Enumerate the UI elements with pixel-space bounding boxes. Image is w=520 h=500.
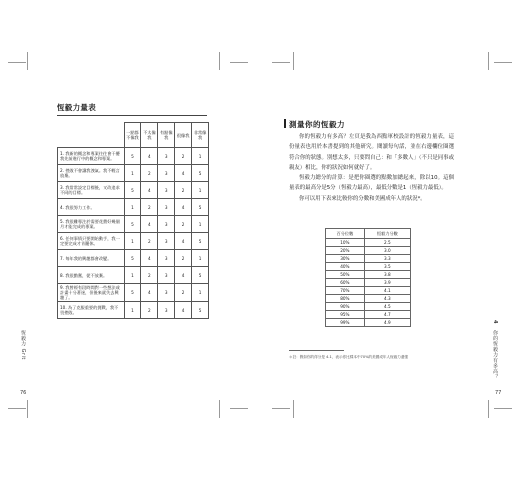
score-option-cell: 4	[141, 216, 158, 233]
column-header: 恆毅力分數	[364, 229, 410, 239]
footnote-rule	[289, 350, 344, 351]
table-row	[58, 250, 209, 267]
crop-mark	[494, 62, 512, 63]
statement-cell: 6. 任何事情只要開始動手，我一定要完成才肯罷休。	[58, 233, 125, 250]
table-header-row	[326, 229, 411, 239]
percentile-cell: 95%	[326, 311, 365, 319]
body-text	[289, 132, 454, 204]
paragraph: 恆毅力總分的計算：是把你圈選的點數加總起來，除以10。這個量表的最高分是5分（恆毅力最高），最低分數是1（恆毅力最低）。	[289, 175, 454, 192]
score-option-cell: 3	[158, 165, 175, 182]
score-option-cell: 3	[158, 284, 175, 302]
chapter-number: 4	[492, 320, 498, 324]
column-header: 百分位數	[326, 229, 365, 239]
grit-scale-table	[57, 122, 209, 319]
percentile-cell: 40%	[326, 263, 365, 271]
grit-score-cell: 3.8	[364, 271, 410, 279]
table-row	[58, 233, 209, 250]
score-option-cell: 5	[192, 302, 209, 319]
statement-cell: 10. 為了克服重要的挑戰，我不畏挫敗。	[58, 302, 125, 319]
chapter-title: 你的恆毅力有多高？	[492, 330, 498, 380]
statement-cell: 9. 我曾經有段時間對一些想法或計畫十分著迷，但後來就失去興趣了。	[58, 284, 125, 302]
table-row	[326, 295, 411, 303]
statement-cell: 7. 每年我的興趣都會改變。	[58, 250, 125, 267]
score-option-cell: 2	[141, 302, 158, 319]
score-option-cell: 2	[175, 148, 192, 165]
statement-cell: 3. 我常常設定目標後，又改追求不同的目標。	[58, 182, 125, 199]
table-row	[58, 182, 209, 199]
section-title: 測量你的恆毅力	[289, 120, 345, 129]
table-row	[326, 279, 411, 287]
grit-score-cell: 4.7	[364, 311, 410, 319]
table-row	[58, 216, 209, 233]
crop-mark	[8, 408, 26, 409]
score-option-cell: 1	[124, 199, 141, 216]
paragraph: 你可以用下表來比較你的分數和美國成年人的狀況*。	[299, 195, 426, 202]
grit-score-cell: 4.3	[364, 295, 410, 303]
score-option-cell: 1	[192, 182, 209, 199]
table-header-blank	[58, 123, 125, 148]
grit-score-cell: 4.5	[364, 303, 410, 311]
crop-mark	[219, 400, 220, 418]
column-header: 很像我	[175, 123, 192, 148]
table-row	[326, 239, 411, 247]
score-option-cell: 5	[192, 267, 209, 284]
score-option-cell: 5	[124, 216, 141, 233]
score-option-cell: 5	[192, 165, 209, 182]
score-option-cell: 2	[141, 233, 158, 250]
score-option-cell: 3	[158, 148, 175, 165]
column-header: 非常像我	[192, 123, 209, 148]
table-row	[58, 284, 209, 302]
score-option-cell: 2	[175, 182, 192, 199]
crop-mark	[293, 400, 294, 418]
percentile-cell: 99%	[326, 319, 365, 327]
running-head-left: 恆毅力 Grit	[20, 330, 26, 360]
percentile-cell: 60%	[326, 279, 365, 287]
statement-cell: 2. 挫敗不會讓我洩氣。我不輕言放棄。	[58, 165, 125, 182]
table-row	[326, 263, 411, 271]
grit-score-cell: 4.9	[364, 319, 410, 327]
score-option-cell: 3	[158, 182, 175, 199]
grit-scale-title: 恆毅力量表	[57, 102, 207, 116]
score-option-cell: 5	[124, 148, 141, 165]
score-option-cell: 1	[124, 302, 141, 319]
score-option-cell: 5	[192, 233, 209, 250]
page-number-right: 77	[495, 390, 502, 396]
table-row	[326, 319, 411, 327]
percentile-cell: 50%	[326, 271, 365, 279]
crop-mark	[230, 62, 248, 63]
score-option-cell: 4	[141, 250, 158, 267]
score-option-cell: 4	[141, 284, 158, 302]
score-option-cell: 5	[192, 199, 209, 216]
percentile-cell: 20%	[326, 247, 365, 255]
score-option-cell: 3	[158, 233, 175, 250]
column-header: 一點都不像我	[124, 123, 141, 148]
score-option-cell: 2	[141, 165, 158, 182]
percentile-cell: 10%	[326, 239, 365, 247]
table-header-row	[58, 123, 209, 148]
score-option-cell: 1	[124, 267, 141, 284]
score-option-cell: 1	[192, 250, 209, 267]
table-row	[326, 303, 411, 311]
table-row	[58, 199, 209, 216]
score-option-cell: 4	[141, 148, 158, 165]
score-option-cell: 4	[175, 199, 192, 216]
score-option-cell: 5	[124, 182, 141, 199]
table-row	[326, 247, 411, 255]
crop-mark	[230, 408, 248, 409]
score-option-cell: 1	[192, 148, 209, 165]
paragraph: 你的恆毅力有多高？左頁是我為西點軍校設計的恆毅力量表，這份量表也用於本書提到的其他研究。閱讀每句話，並在右邊欄位圈選符合你的狀態。別想太多，只要問自己：和「多數人」（不只是同事或親友）相比，你的狀況如何就好了。	[289, 134, 454, 171]
statement-cell: 5. 我很難專注於需要花費好幾個月才能完成的專案。	[58, 216, 125, 233]
column-header: 不太像我	[141, 123, 158, 148]
running-head-right	[492, 320, 499, 380]
table-row	[326, 311, 411, 319]
page-number-left: 76	[20, 390, 27, 396]
score-option-cell: 5	[124, 284, 141, 302]
crop-mark	[293, 52, 294, 70]
score-option-cell: 1	[192, 284, 209, 302]
score-option-cell: 4	[175, 233, 192, 250]
score-option-cell: 2	[141, 199, 158, 216]
percentile-cell: 30%	[326, 255, 365, 263]
score-option-cell: 5	[124, 250, 141, 267]
score-option-cell: 4	[175, 302, 192, 319]
table-row	[58, 302, 209, 319]
crop-mark	[8, 62, 26, 63]
percentile-cell: 80%	[326, 295, 365, 303]
column-header: 有點像我	[158, 123, 175, 148]
grit-score-cell: 3.9	[364, 279, 410, 287]
score-option-cell: 2	[175, 250, 192, 267]
score-option-cell: 3	[158, 250, 175, 267]
grit-score-cell: 3.5	[364, 263, 410, 271]
score-option-cell: 1	[124, 233, 141, 250]
crop-mark	[272, 62, 290, 63]
statement-cell: 1. 我新的概念和專案往往會干擾我先前進行中的概念和專案。	[58, 148, 125, 165]
crop-mark	[27, 400, 28, 418]
title-accent-bar	[284, 119, 286, 128]
statement-cell: 8. 我很勤奮，從不放棄。	[58, 267, 125, 284]
score-option-cell: 2	[175, 284, 192, 302]
grit-score-cell: 3.0	[364, 247, 410, 255]
table-row	[326, 287, 411, 295]
score-option-cell: 1	[192, 216, 209, 233]
score-option-cell: 4	[175, 267, 192, 284]
score-option-cell: 4	[141, 182, 158, 199]
crop-mark	[494, 408, 512, 409]
grit-score-cell: 4.1	[364, 287, 410, 295]
percentile-cell: 90%	[326, 303, 365, 311]
crop-mark	[488, 52, 489, 70]
percentile-table	[325, 228, 411, 327]
table-row	[326, 255, 411, 263]
score-option-cell: 4	[175, 165, 192, 182]
statement-cell: 4. 我很努力工作。	[58, 199, 125, 216]
score-option-cell: 3	[158, 267, 175, 284]
grit-score-cell: 3.3	[364, 255, 410, 263]
crop-mark	[27, 52, 28, 70]
crop-mark	[488, 400, 489, 418]
footnote: ＊註：假如你的得分是 4.1，表示你比樣本中70%的美國成年人恆毅力還強	[289, 355, 409, 359]
score-option-cell: 2	[175, 216, 192, 233]
score-option-cell: 1	[124, 165, 141, 182]
table-row	[58, 148, 209, 165]
score-option-cell: 3	[158, 302, 175, 319]
crop-mark	[219, 52, 220, 70]
crop-mark	[272, 408, 290, 409]
grit-score-cell: 2.5	[364, 239, 410, 247]
score-option-cell: 2	[141, 267, 158, 284]
table-row	[58, 165, 209, 182]
percentile-cell: 70%	[326, 287, 365, 295]
score-option-cell: 3	[158, 199, 175, 216]
right-page	[262, 22, 508, 422]
score-option-cell: 3	[158, 216, 175, 233]
table-row	[326, 271, 411, 279]
table-row	[58, 267, 209, 284]
